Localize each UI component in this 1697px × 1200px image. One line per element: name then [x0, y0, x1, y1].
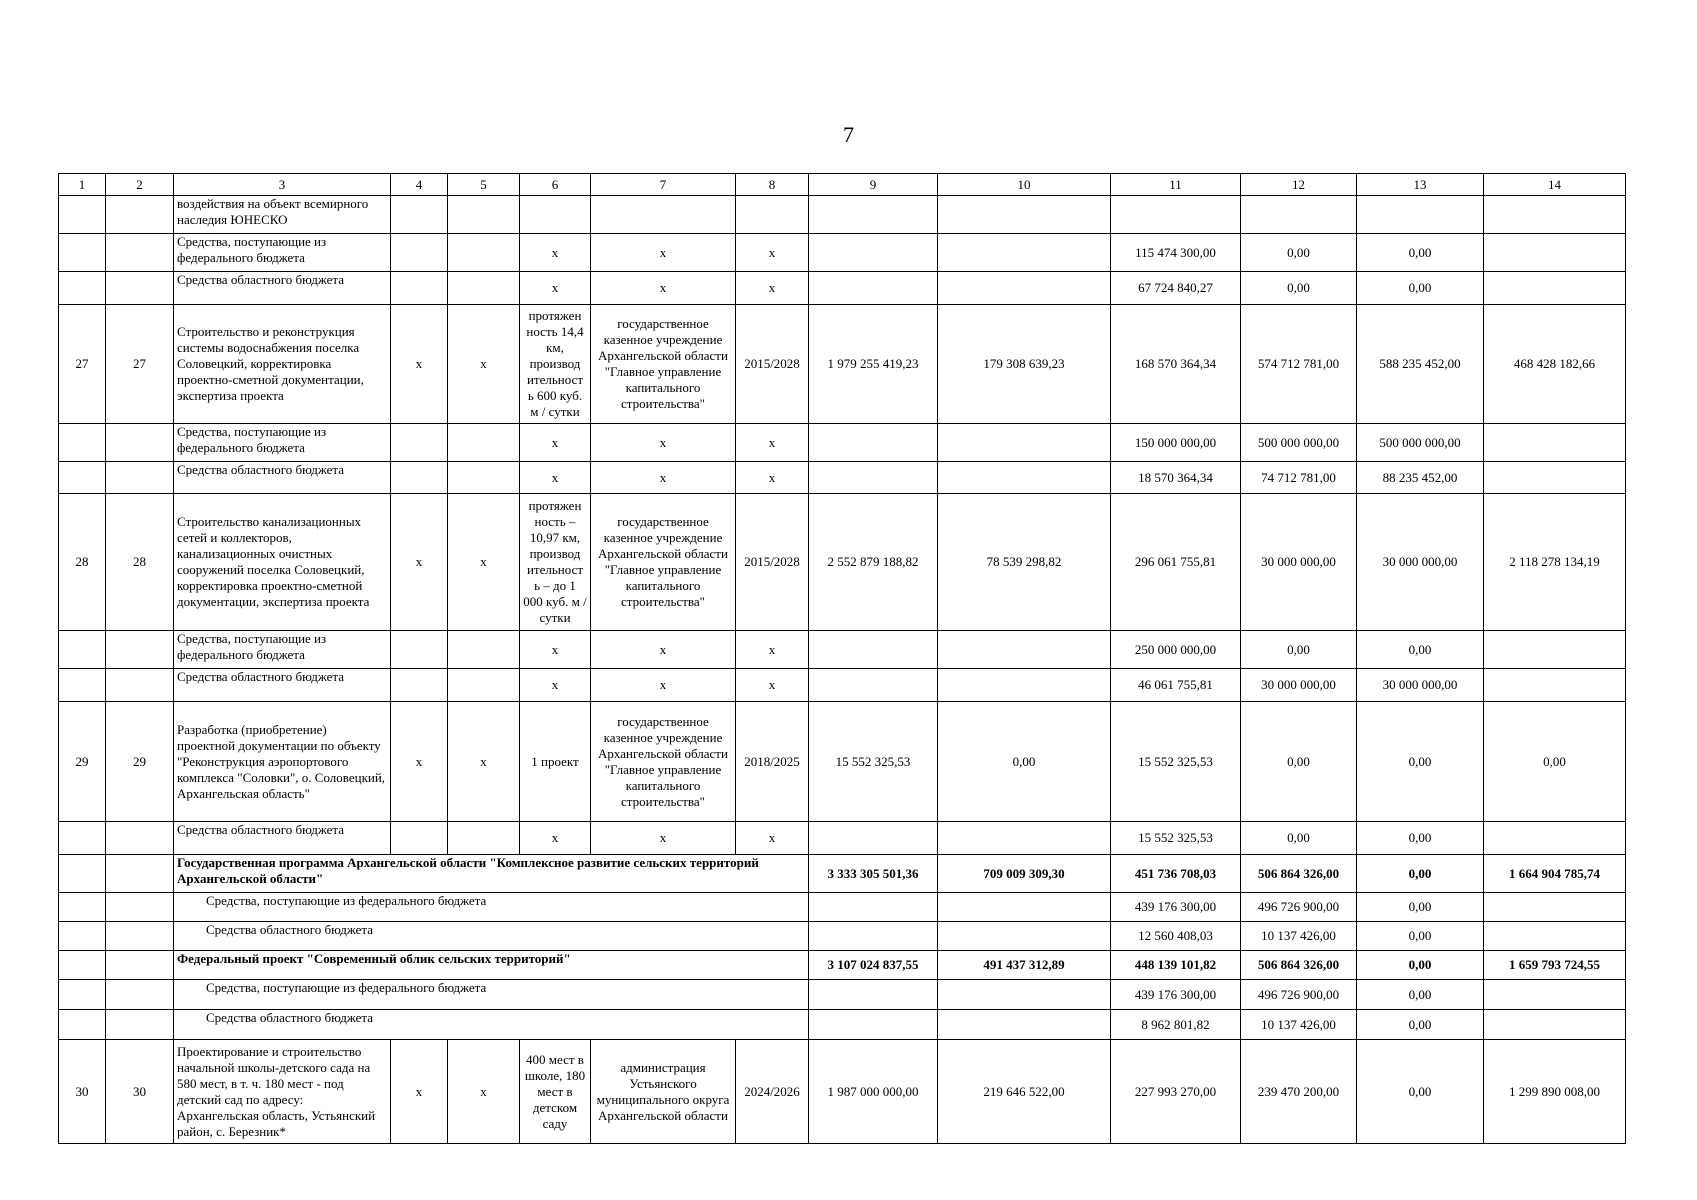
amount-cell: 0,00	[1357, 855, 1484, 893]
customer-cell: государственное казенное учреждение Архангельской области "Главное управление капитального строительства"	[591, 494, 736, 631]
table-row	[59, 462, 1626, 494]
page-number: 7	[843, 122, 854, 147]
row-number: 29	[59, 702, 106, 822]
cell: x	[736, 822, 809, 855]
amount-cell: 0,00	[1241, 631, 1357, 669]
amount-cell: 78 539 298,82	[938, 494, 1111, 631]
funding-source: Средства, поступающие из федерального бюджета	[174, 980, 809, 1010]
amount-cell: 67 724 840,27	[1111, 272, 1241, 305]
column-header: 5	[448, 174, 520, 196]
amount-cell: 1 979 255 419,23	[809, 305, 938, 424]
customer-cell: администрация Устьянского муниципального округа Архангельской области	[591, 1040, 736, 1144]
amount-cell: 0,00	[1241, 272, 1357, 305]
table-row	[59, 196, 1626, 234]
amount-cell: 115 474 300,00	[1111, 234, 1241, 272]
column-header: 3	[174, 174, 391, 196]
amount-cell: 3 107 024 837,55	[809, 951, 938, 980]
amount-cell: 0,00	[1357, 922, 1484, 951]
table-row	[59, 980, 1626, 1010]
amount-cell: 506 864 326,00	[1241, 855, 1357, 893]
row-number: 28	[106, 494, 174, 631]
cell: x	[591, 424, 736, 462]
column-header: 4	[391, 174, 448, 196]
column-header: 12	[1241, 174, 1357, 196]
amount-cell: 496 726 900,00	[1241, 980, 1357, 1010]
amount-cell: 0,00	[1241, 822, 1357, 855]
column-header: 1	[59, 174, 106, 196]
amount-cell: 15 552 325,53	[1111, 702, 1241, 822]
amount-cell: 8 962 801,82	[1111, 1010, 1241, 1040]
object-name: Строительство канализационных сетей и коллекторов, канализационных очистных сооружений поселка Соловецкий, корректировка проектно-сметной документации, экспертиза проекта	[174, 494, 391, 631]
table-row	[59, 631, 1626, 669]
amount-cell: 179 308 639,23	[938, 305, 1111, 424]
funding-source: Средства областного бюджета	[174, 669, 391, 702]
cell: x	[520, 272, 591, 305]
amount-cell: 0,00	[1241, 702, 1357, 822]
cell: x	[448, 1040, 520, 1144]
table-row	[59, 272, 1626, 305]
cell: x	[736, 272, 809, 305]
column-header: 11	[1111, 174, 1241, 196]
cell: x	[736, 631, 809, 669]
project-title: Федеральный проект "Современный облик сельских территорий"	[174, 951, 809, 980]
amount-cell: 1 299 890 008,00	[1484, 1040, 1626, 1144]
table-row	[59, 1040, 1626, 1144]
column-header: 6	[520, 174, 591, 196]
amount-cell: 30 000 000,00	[1357, 669, 1484, 702]
amount-cell: 439 176 300,00	[1111, 893, 1241, 922]
cell: x	[520, 822, 591, 855]
table-row	[59, 922, 1626, 951]
column-header: 14	[1484, 174, 1626, 196]
amount-cell: 227 993 270,00	[1111, 1040, 1241, 1144]
cell: x	[391, 494, 448, 631]
cell: x	[736, 669, 809, 702]
customer-cell: государственное казенное учреждение Архангельской области "Главное управление капитального строительства"	[591, 702, 736, 822]
object-name: Проектирование и строительство начальной школы-детского сада на 580 мест, в т. ч. 180 мест - под детский сад по адресу: Архангельская область, Устьянский район, с. Березник*	[174, 1040, 391, 1144]
funding-source: Средства, поступающие из федерального бюджета	[174, 893, 809, 922]
amount-cell: 30 000 000,00	[1357, 494, 1484, 631]
table-row	[59, 494, 1626, 631]
amount-cell: 12 560 408,03	[1111, 922, 1241, 951]
amount-cell: 0,00	[1357, 702, 1484, 822]
amount-cell: 0,00	[1357, 1040, 1484, 1144]
period-cell: 2024/2026	[736, 1040, 809, 1144]
amount-cell: 250 000 000,00	[1111, 631, 1241, 669]
cell: x	[591, 272, 736, 305]
cell: x	[520, 234, 591, 272]
amount-cell: 496 726 900,00	[1241, 893, 1357, 922]
amount-cell: 296 061 755,81	[1111, 494, 1241, 631]
capacity-cell: протяжен ность – 10,97 км, производ ительност ь – до 1 000 куб. м / сутки	[520, 494, 591, 631]
funding-source: Средства, поступающие из федерального бюджета	[174, 631, 391, 669]
program-total-row	[59, 855, 1626, 893]
amount-cell: 0,00	[1357, 893, 1484, 922]
row-number: 28	[59, 494, 106, 631]
column-number-row	[59, 174, 1626, 196]
amount-cell: 0,00	[1357, 272, 1484, 305]
object-name: Строительство и реконструкция системы водоснабжения поселка Соловецкий, корректировка проектно-сметной документации, экспертиза проекта	[174, 305, 391, 424]
amount-cell: 709 009 309,30	[938, 855, 1111, 893]
amount-cell: 219 646 522,00	[938, 1040, 1111, 1144]
row-number: 29	[106, 702, 174, 822]
cell: x	[391, 702, 448, 822]
amount-cell: 0,00	[1357, 631, 1484, 669]
table-row	[59, 1010, 1626, 1040]
column-header: 13	[1357, 174, 1484, 196]
column-header: 10	[938, 174, 1111, 196]
amount-cell: 30 000 000,00	[1241, 669, 1357, 702]
amount-cell: 506 864 326,00	[1241, 951, 1357, 980]
table-row	[59, 305, 1626, 424]
cell: x	[520, 462, 591, 494]
amount-cell: 15 552 325,53	[809, 702, 938, 822]
amount-cell: 10 137 426,00	[1241, 1010, 1357, 1040]
amount-cell: 150 000 000,00	[1111, 424, 1241, 462]
column-header: 9	[809, 174, 938, 196]
amount-cell: 468 428 182,66	[1484, 305, 1626, 424]
period-cell: 2015/2028	[736, 305, 809, 424]
table-row	[59, 702, 1626, 822]
amount-cell: 0,00	[1357, 951, 1484, 980]
amount-cell: 0,00	[1357, 1010, 1484, 1040]
amount-cell: 0,00	[1357, 822, 1484, 855]
table-row	[59, 424, 1626, 462]
cell: x	[448, 305, 520, 424]
cell: x	[591, 234, 736, 272]
amount-cell: 1 987 000 000,00	[809, 1040, 938, 1144]
column-header: 7	[591, 174, 736, 196]
cell: x	[591, 462, 736, 494]
column-header: 2	[106, 174, 174, 196]
cell: x	[736, 234, 809, 272]
amount-cell: 10 137 426,00	[1241, 922, 1357, 951]
amount-cell: 0,00	[1241, 234, 1357, 272]
amount-cell: 500 000 000,00	[1357, 424, 1484, 462]
amount-cell: 2 552 879 188,82	[809, 494, 938, 631]
amount-cell: 0,00	[1357, 234, 1484, 272]
row-number: 30	[106, 1040, 174, 1144]
cell: x	[591, 631, 736, 669]
amount-cell: 88 235 452,00	[1357, 462, 1484, 494]
amount-cell: 574 712 781,00	[1241, 305, 1357, 424]
funding-source: Средства, поступающие из федерального бюджета	[174, 234, 391, 272]
amount-cell: 30 000 000,00	[1241, 494, 1357, 631]
amount-cell: 168 570 364,34	[1111, 305, 1241, 424]
cell: x	[520, 631, 591, 669]
funding-source: Средства областного бюджета	[174, 1010, 809, 1040]
amount-cell: 2 118 278 134,19	[1484, 494, 1626, 631]
amount-cell: 239 470 200,00	[1241, 1040, 1357, 1144]
table-row	[59, 893, 1626, 922]
period-cell: 2018/2025	[736, 702, 809, 822]
funding-source: Средства областного бюджета	[174, 462, 391, 494]
row-number: 27	[106, 305, 174, 424]
table-row	[59, 234, 1626, 272]
amount-cell: 491 437 312,89	[938, 951, 1111, 980]
capacity-cell: 400 мест в школе, 180 мест в детском саду	[520, 1040, 591, 1144]
amount-cell: 0,00	[938, 702, 1111, 822]
funding-source: Средства областного бюджета	[174, 822, 391, 855]
table-row	[59, 822, 1626, 855]
amount-cell: 448 139 101,82	[1111, 951, 1241, 980]
project-total-row	[59, 951, 1626, 980]
row-number: 27	[59, 305, 106, 424]
amount-cell: 18 570 364,34	[1111, 462, 1241, 494]
cell: x	[591, 822, 736, 855]
object-name: воздействия на объект всемирного наследия ЮНЕСКО	[174, 196, 391, 234]
capacity-cell: 1 проект	[520, 702, 591, 822]
row-number: 30	[59, 1040, 106, 1144]
amount-cell: 500 000 000,00	[1241, 424, 1357, 462]
amount-cell: 1 659 793 724,55	[1484, 951, 1626, 980]
amount-cell: 15 552 325,53	[1111, 822, 1241, 855]
budget-table	[58, 173, 1626, 1144]
cell: x	[591, 669, 736, 702]
cell: x	[391, 305, 448, 424]
amount-cell: 74 712 781,00	[1241, 462, 1357, 494]
amount-cell: 588 235 452,00	[1357, 305, 1484, 424]
program-title: Государственная программа Архангельской области "Комплексное развитие сельских территорий Архангельской области"	[174, 855, 809, 893]
customer-cell: государственное казенное учреждение Архангельской области "Главное управление капитального строительства"	[591, 305, 736, 424]
amount-cell: 0,00	[1357, 980, 1484, 1010]
amount-cell: 439 176 300,00	[1111, 980, 1241, 1010]
amount-cell: 46 061 755,81	[1111, 669, 1241, 702]
cell: x	[448, 494, 520, 631]
period-cell: 2015/2028	[736, 494, 809, 631]
cell: x	[736, 424, 809, 462]
capacity-cell: протяжен ность 14,4 км, производ ительност ь 600 куб. м / сутки	[520, 305, 591, 424]
cell: x	[448, 702, 520, 822]
table-row	[59, 669, 1626, 702]
funding-source: Средства, поступающие из федерального бюджета	[174, 424, 391, 462]
column-header: 8	[736, 174, 809, 196]
amount-cell: 0,00	[1484, 702, 1626, 822]
funding-source: Средства областного бюджета	[174, 272, 391, 305]
amount-cell: 3 333 305 501,36	[809, 855, 938, 893]
amount-cell: 451 736 708,03	[1111, 855, 1241, 893]
funding-source: Средства областного бюджета	[174, 922, 809, 951]
amount-cell: 1 664 904 785,74	[1484, 855, 1626, 893]
cell: x	[391, 1040, 448, 1144]
cell: x	[520, 669, 591, 702]
cell: x	[520, 424, 591, 462]
object-name: Разработка (приобретение) проектной документации по объекту "Реконструкция аэропортового комплекса "Соловки", о. Соловецкий, Архангельская область"	[174, 702, 391, 822]
cell: x	[736, 462, 809, 494]
